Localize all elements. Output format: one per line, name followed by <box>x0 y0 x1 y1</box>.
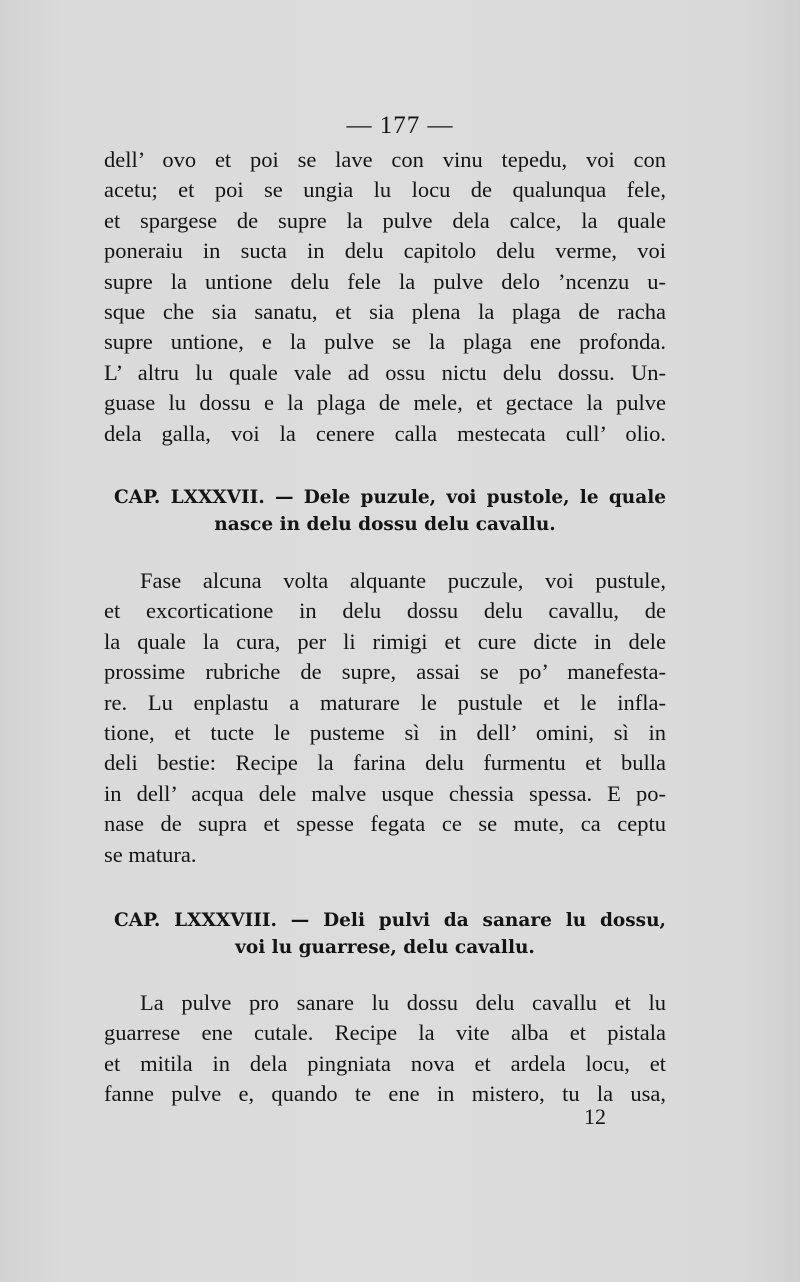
text-line: tione, et tucte le pusteme sì in dell’ omini, sì in <box>104 719 666 745</box>
text-line: in dell’ acqua dele malve usque chessia spessa. E po- <box>104 780 666 806</box>
text-line: et spargese de supre la pulve dela calce, la quale <box>104 207 666 233</box>
heading-line: CAP. LXXXVIII. — Deli pulvi da sanare lu dossu, <box>114 910 666 931</box>
text-line: nase de supra et spesse fegata ce se mute, ca ceptu <box>104 811 666 837</box>
text-line: L’ altru lu quale vale ad ossu nictu delu dossu. Un- <box>104 359 666 385</box>
text-line: supre untione, e la pulve se la plaga ene profonda. <box>104 329 666 355</box>
paragraph-3 <box>104 988 666 1110</box>
heading-line: voi lu guarrese, delu cavallu. <box>235 937 535 958</box>
text-line: sque che sia sanatu, et sia plena la plaga de racha <box>104 298 666 324</box>
paragraph-2 <box>104 566 666 870</box>
text-line: guase lu dossu e la plaga de mele, et gectace la pulve <box>104 390 666 416</box>
text-line: se matura. <box>104 841 197 867</box>
text-line: Fase alcuna volta alquante puczule, voi pustule, <box>140 568 666 593</box>
text-line: deli bestie: Recipe la farina delu furmentu et bulla <box>104 750 666 776</box>
text-line: dela galla, voi la cenere calla mestecata cull’ olio. <box>104 420 666 446</box>
paragraph-1 <box>104 145 666 449</box>
heading-line: nasce in delu dossu delu cavallu. <box>214 514 556 535</box>
text-line: La pulve pro sanare lu dossu delu cavallu et lu <box>140 990 666 1015</box>
text-line: supre la untione delu fele la pulve delo ’ncenzu u- <box>104 268 666 294</box>
text-line: fanne pulve e, quando te ene in mistero, tu la usa, <box>104 1081 666 1107</box>
chapter-heading-87 <box>104 484 666 538</box>
text-line: prossime rubriche de supre, assai se po’ manefesta- <box>104 659 666 685</box>
heading-line: CAP. LXXXVII. — Dele puzule, voi pustole, le quale <box>114 487 666 508</box>
text-line: la quale la cura, per li rimigi et cure dicte in dele <box>104 628 666 654</box>
chapter-heading-88 <box>104 907 666 961</box>
text-line: guarrese ene cutale. Recipe la vite alba et pistala <box>104 1020 666 1046</box>
text-line: acetu; et poi se ungia lu locu de qualunqua fele, <box>104 177 666 203</box>
text-line: dell’ ovo et poi se lave con vinu tepedu, voi con <box>104 147 666 172</box>
text-line: et mitila in dela pingniata nova et ardela locu, et <box>104 1050 666 1076</box>
text-line: re. Lu enplastu a maturare le pustule et le infla- <box>104 689 666 715</box>
page-number: — 177 — <box>346 112 454 139</box>
signature-mark: 12 <box>584 1104 606 1129</box>
text-line: poneraiu in sucta in delu capitolo delu verme, voi <box>104 238 666 264</box>
text-line: et excorticatione in delu dossu delu cavallu, de <box>104 598 666 624</box>
